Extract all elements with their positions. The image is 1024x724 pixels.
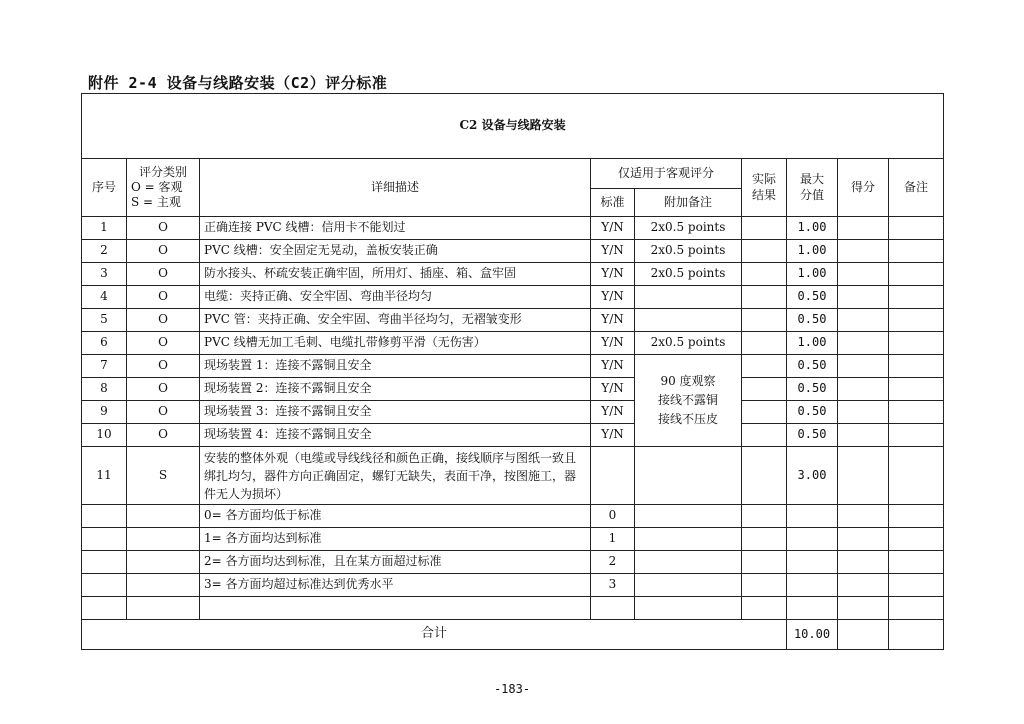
table-row: 1 O 正确连接 PVC 线槽：信用卡不能划过 Y/N 2x0.5 points 1.00: [82, 217, 944, 240]
header-remarks: 备注: [889, 159, 944, 217]
header-standard: 标准: [591, 189, 635, 217]
header-category: [127, 159, 200, 217]
empty-row: [82, 597, 944, 620]
header-actual: 实际结果: [742, 159, 787, 217]
table-row: 4 O 电缆：夹持正确、安全牢固、弯曲半径均匀 Y/N 0.50: [82, 286, 944, 309]
merged-note: 90 度观察 接线不露铜 接线不压皮: [635, 355, 742, 447]
total-label: 合计: [82, 620, 787, 650]
table-row: 9 O 现场装置 3：连接不露铜且安全 Y/N 0.50: [82, 401, 944, 424]
header-objective-only: 仅适用于客观评分: [591, 159, 742, 189]
header-description: 详细描述: [200, 159, 591, 217]
judgement-row: 1= 各方面均达到标准 1: [82, 528, 944, 551]
header-category-label: 评分类别: [138, 165, 187, 179]
table-row: 7 O 现场装置 1：连接不露铜且安全 Y/N 90 度观察 接线不露铜 接线不压皮 0.50: [82, 355, 944, 378]
header-extra-note: 附加备注: [635, 189, 742, 217]
table-title: C2 设备与线路安装: [82, 94, 944, 159]
total-row: [82, 620, 944, 650]
page-number: -183-: [493, 682, 531, 696]
table-row: 6 O PVC 线槽无加工毛刺、电缆扎带修剪平滑（无伤害） Y/N 2x0.5 points 1.00: [82, 332, 944, 355]
judgement-row: 2= 各方面均达到标准，且在某方面超过标准 2: [82, 551, 944, 574]
table-row: 10 O 现场装置 4：连接不露铜且安全 Y/N 0.50: [82, 424, 944, 447]
header-score: 得分: [838, 159, 889, 217]
table-row: 5 O PVC 管：夹持正确、安全牢固、弯曲半径均匀，无褶皱变形 Y/N 0.50: [82, 309, 944, 332]
table-row: 2 O PVC 线槽：安全固定无晃动，盖板安装正确 Y/N 2x0.5 points 1.00: [82, 240, 944, 263]
header-category-s: S = 主观: [131, 195, 181, 209]
header-category-o: O = 客观: [131, 180, 183, 194]
header-index: 序号: [82, 159, 127, 217]
total-max: 10.00: [787, 620, 838, 650]
document-heading: 附件 2-4 设备与线路安装（C2）评分标准: [88, 74, 388, 92]
judgement-row: 3= 各方面均超过标准达到优秀水平 3: [82, 574, 944, 597]
table-row: 3 O 防水接头、杯疏安装正确牢固，所用灯、插座、箱、盒牢固 Y/N 2x0.5 points 1.00: [82, 263, 944, 286]
table-row: 11 S 安装的整体外观（电缆或导线线径和颜色正确，接线顺序与图纸一致且绑扎均匀，器件方向正确固定，螺钉无缺失，表面干净，按图施工，器件无人为损坏） 3.00: [82, 447, 944, 505]
table-row: 8 O 现场装置 2：连接不露铜且安全 Y/N 0.50: [82, 378, 944, 401]
scoring-table: [81, 93, 944, 650]
judgement-row: 0= 各方面均低于标准 0: [82, 505, 944, 528]
header-max: 最大分值: [787, 159, 838, 217]
